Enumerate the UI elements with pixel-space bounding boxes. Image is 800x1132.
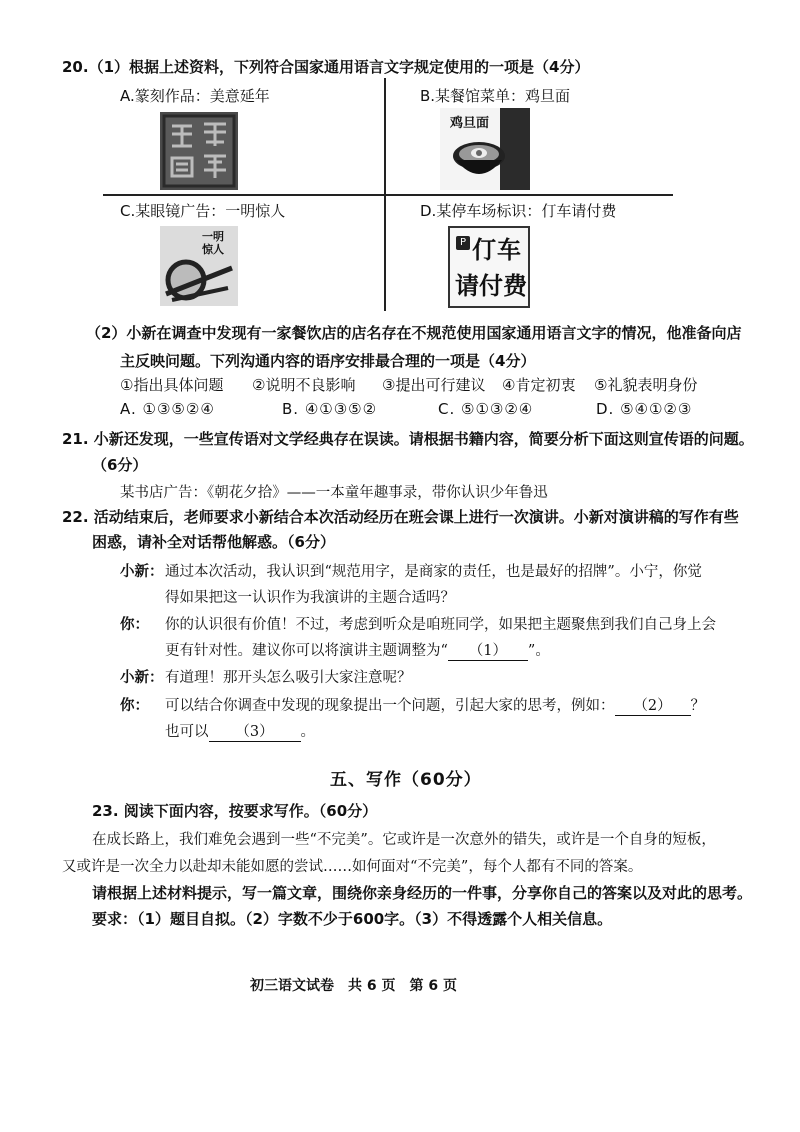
dialog-xiaoxin-1-line2: 得如果把这一认识作为我演讲的主题合适吗？: [165, 590, 455, 606]
dialog-speaker-xiaoxin-2: 小新：: [120, 669, 164, 686]
q23-task: 请根据上述材料提示，写一篇文章，围绕你亲身经历的一件事，分享你自己的答案以及对此的思考。: [92, 884, 753, 902]
sequence-item-5: ⑤礼貌表明身份: [594, 376, 698, 394]
dialog-you-1-line2-text: 更有针对性。建议你可以将演讲主题调整为“: [165, 643, 448, 659]
section-writing-title: 五、写作（60分）: [330, 770, 482, 790]
choice-c: C. ⑤①③②④: [438, 400, 534, 418]
answer-blank-2[interactable]: （2）: [615, 694, 691, 716]
parking-sign-line1: 仃车: [472, 236, 522, 264]
dialog-you-2-line1-text: 可以结合你调查中发现的现象提出一个问题，引起大家的思考，例如：: [165, 698, 615, 714]
glasses-ad-text: 一明惊人: [202, 230, 224, 256]
dialog-you-1-line2-end: ”。: [527, 643, 550, 659]
option-d-label: D.某停车场标识：仃车请付费: [420, 202, 617, 220]
option-a-label: A.篆刻作品：美意延年: [120, 87, 270, 105]
seal-carving-image: [160, 112, 238, 190]
menu-dish-name: 鸡旦面: [450, 116, 490, 131]
choice-d: D. ⑤④①②③: [596, 400, 693, 418]
dialog-you-2-line2-end: 。: [300, 724, 315, 740]
sequence-item-4: ④肯定初衷: [502, 376, 576, 394]
dialog-xiaoxin-2-line1: 有道理！那开头怎么吸引大家注意呢？: [165, 670, 412, 686]
q22-line1: 22. 活动结束后，老师要求小新结合本次活动经历在班会课上进行一次演讲。小新对演讲稿的写作有些: [62, 508, 739, 526]
choice-b: B. ④①③⑤②: [282, 400, 378, 418]
dialog-you-2-line1: [165, 694, 705, 716]
q23-line1: 23. 阅读下面内容，按要求写作。（60分）: [92, 802, 378, 820]
option-c-label: C.某眼镜广告：一明惊人: [120, 202, 286, 220]
choice-a: A. ①③⑤②④: [120, 400, 215, 418]
parking-sign-image: [448, 226, 530, 308]
q20-stem: 20.（1）根据上述资料，下列符合国家通用语言文字规定使用的一项是（4分）: [62, 58, 590, 76]
eyeglasses-icon: [164, 254, 234, 304]
dialog-you-1-line2: [165, 639, 550, 661]
q23-material-line1: 在成长路上，我们难免会遇到一些“不完美”。它或许是一次意外的错失，或许是一个自身的短板，: [92, 832, 716, 848]
q21-line2: （6分）: [92, 456, 148, 474]
q22-line2: 困惑，请补全对话帮他解惑。（6分）: [92, 533, 335, 551]
grid-horizontal-divider: [103, 194, 673, 196]
sequence-item-1: ①指出具体问题: [120, 376, 224, 394]
q20-part2-line1: （2）小新在调查中发现有一家餐饮店的店名存在不规范使用国家通用语言文字的情况，他准备向店: [86, 324, 742, 342]
answer-blank-1[interactable]: （1）: [448, 639, 528, 661]
sequence-item-2: ②说明不良影响: [252, 376, 356, 394]
parking-p-icon: P: [456, 236, 470, 250]
q23-material-line2: 又或许是一次全力以赴却未能如愿的尝试……如何面对“不完美”，每个人都有不同的答案。: [62, 859, 643, 875]
q21-bookstore-ad: 某书店广告：《朝花夕拾》——一本童年趣事录，带你认识少年鲁迅: [120, 485, 548, 501]
dialog-speaker-xiaoxin-1: 小新：: [120, 563, 164, 580]
dialog-you-2-line2: [165, 720, 315, 742]
dialog-you-2-line1-end: ？: [690, 698, 705, 714]
sequence-item-3: ③提出可行建议: [382, 376, 486, 394]
dialog-you-1-line1: 你的认识很有价值！不过，考虑到听众是咱班同学，如果把主题聚焦到我们自己身上会: [165, 617, 716, 633]
page-footer: 初三语文试卷 共 6 页 第 6 页: [250, 978, 457, 994]
q21-line1: 21. 小新还发现，一些宣传语对文学经典存在误读。请根据书籍内容，简要分析下面这则宣传语的问题。: [62, 430, 754, 448]
noodle-menu-image: [440, 108, 530, 190]
dialog-xiaoxin-1-line1: 通过本次活动，我认识到“规范用字，是商家的责任，也是最好的招牌”。小宁，你觉: [165, 564, 702, 580]
noodle-bowl-icon: [450, 136, 508, 186]
dialog-speaker-you-1: 你：: [120, 616, 149, 633]
answer-blank-3[interactable]: （3）: [209, 720, 301, 742]
option-b-label: B.某餐馆菜单：鸡旦面: [420, 87, 571, 105]
q23-requirements: 要求：（1）题目自拟。（2）字数不少于600字。（3）不得透露个人相关信息。: [92, 910, 613, 928]
dialog-speaker-you-2: 你：: [120, 697, 149, 714]
dialog-you-2-line2-text: 也可以: [165, 724, 209, 740]
q20-part2-line2: 主反映问题。下列沟通内容的语序安排最合理的一项是（4分）: [120, 352, 536, 370]
glasses-ad-image: [160, 226, 238, 306]
parking-sign-line2: 请付费: [455, 272, 527, 300]
